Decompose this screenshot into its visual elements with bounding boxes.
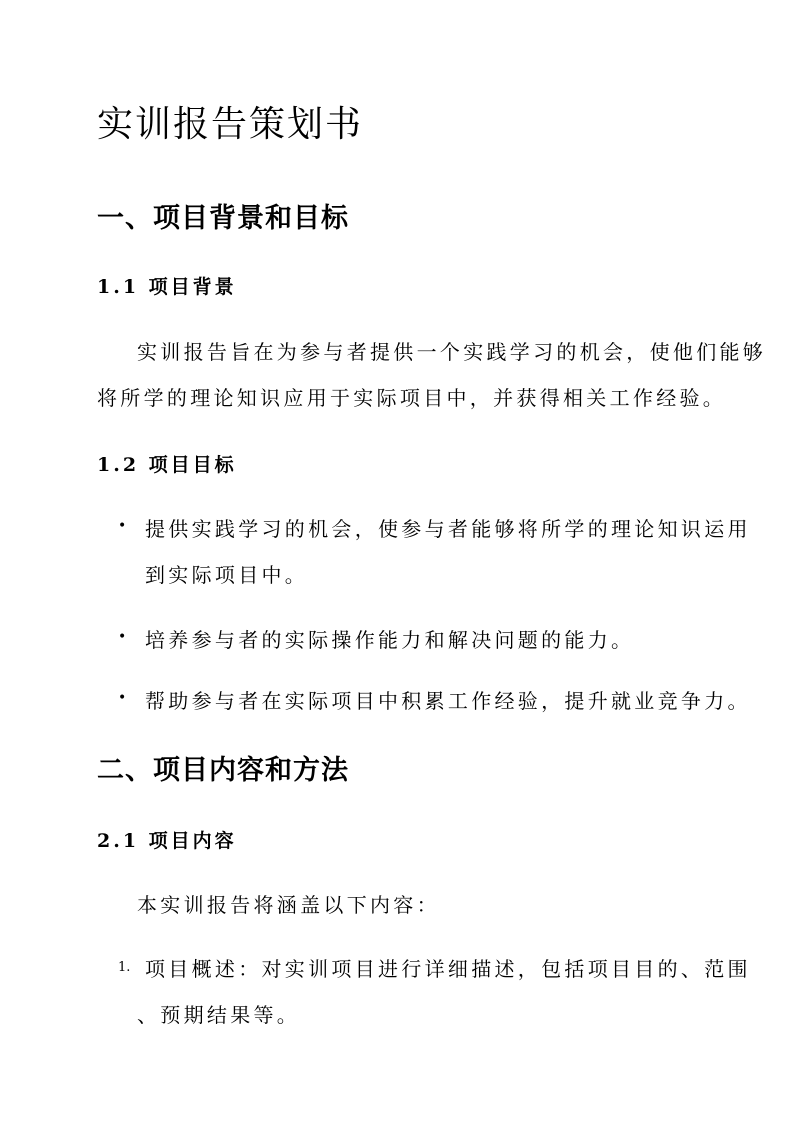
- subsection-heading-goals: 1.2 项目目标: [97, 454, 237, 476]
- goal-1-line-1: 提供实践学习的机会，使参与者能够将所学的理论知识运用: [145, 517, 751, 541]
- item-1-line-1: 项目概述：对实训项目进行详细描述，包括项目目的、范围: [145, 957, 751, 981]
- goal-2-line-1: 培养参与者的实际操作能力和解决问题的能力。: [145, 628, 635, 652]
- goal-3-line-1: 帮助参与者在实际项目中积累工作经验，提升就业竞争力。: [145, 689, 751, 713]
- subsection-heading-content: 2.1 项目内容: [97, 830, 237, 852]
- bullet-icon: •: [118, 518, 127, 534]
- item-1-line-2: 、预期结果等。: [137, 1003, 301, 1027]
- list-number: 1.: [118, 960, 131, 975]
- bullet-icon: •: [118, 690, 127, 706]
- bullet-icon: •: [118, 629, 127, 645]
- section-heading-background-goals: 一、项目背景和目标: [97, 203, 349, 234]
- subsection-heading-background: 1.1 项目背景: [97, 276, 237, 298]
- background-paragraph-line-2: 将所学的理论知识应用于实际项目中，并获得相关工作经验。: [97, 386, 727, 410]
- section-heading-content-methods: 二、项目内容和方法: [97, 755, 349, 786]
- goal-1-line-2: 到实际项目中。: [145, 563, 309, 587]
- content-intro: 本实训报告将涵盖以下内容：: [137, 893, 440, 917]
- background-paragraph-line-1: 实训报告旨在为参与者提供一个实践学习的机会，使他们能够: [137, 340, 767, 364]
- document-title: 实训报告策划书: [97, 104, 364, 145]
